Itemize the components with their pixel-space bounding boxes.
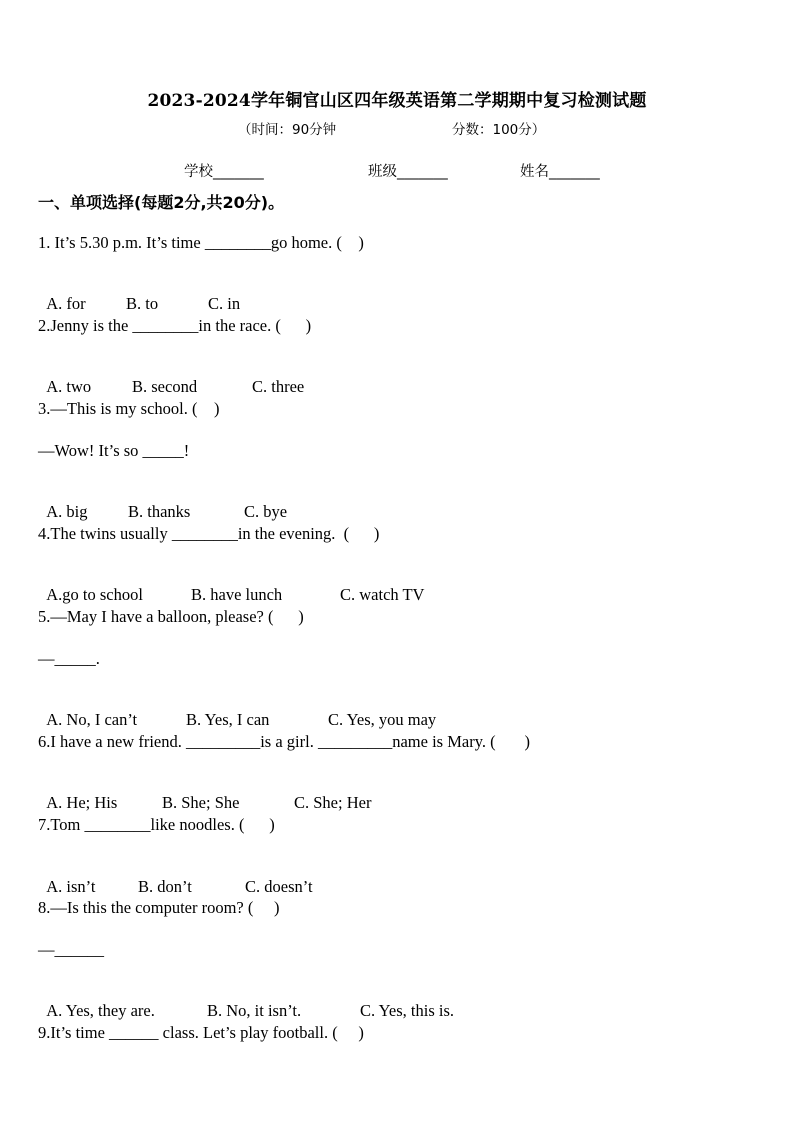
option-c[interactable]: C. She; Her [294, 793, 372, 812]
exam-time: （时间：90分钟 [238, 122, 337, 138]
page-title: 2023-2024学年铜官山区四年级英语第二学期期中复习检测试题 [147, 91, 647, 111]
option-a[interactable]: A. two [46, 377, 92, 396]
options-8 [38, 981, 454, 1021]
option-a[interactable]: A. He; His [46, 793, 118, 812]
option-c[interactable]: C. watch TV [340, 585, 425, 604]
option-c[interactable]: C. Yes, you may [328, 710, 437, 729]
option-c[interactable]: C. in [208, 294, 241, 313]
class-field[interactable]: 班级_______ [368, 164, 448, 180]
option-a[interactable]: A. Yes, they are. [46, 1001, 155, 1020]
question-5-reply: —_____. [38, 649, 100, 668]
option-a[interactable]: A. No, I can’t [46, 710, 138, 729]
options-5 [38, 690, 437, 730]
option-a[interactable]: A. big [46, 502, 88, 521]
question-1: 1. It’s 5.30 p.m. It’s time ________go home. ( ) [38, 233, 364, 252]
option-b[interactable]: B. thanks [128, 502, 191, 521]
option-c[interactable]: C. doesn’t [245, 877, 313, 896]
option-b[interactable]: B. No, it isn’t. [207, 1001, 302, 1020]
option-b[interactable]: B. She; She [162, 793, 240, 812]
options-6 [38, 773, 372, 813]
question-8: 8.—Is this the computer room? ( ) [38, 898, 280, 917]
section-heading: 一、单项选择(每题2分,共20分)。 [38, 193, 285, 212]
question-2: 2.Jenny is the ________in the race. ( ) [38, 316, 312, 335]
option-a[interactable]: A. for [46, 294, 86, 313]
question-8-reply: —______ [38, 940, 104, 959]
option-b[interactable]: B. don’t [138, 877, 192, 896]
options-7 [38, 857, 313, 897]
question-7: 7.Tom ________like noodles. ( ) [38, 815, 275, 834]
options-3 [38, 482, 288, 522]
option-c[interactable]: C. bye [244, 502, 288, 521]
question-4: 4.The twins usually ________in the evening. ( ) [38, 524, 380, 543]
option-b[interactable]: B. Yes, I can [186, 710, 270, 729]
option-b[interactable]: B. have lunch [191, 585, 283, 604]
option-b[interactable]: B. second [132, 377, 198, 396]
options-1 [38, 274, 241, 314]
option-b[interactable]: B. to [126, 294, 159, 313]
name-field[interactable]: 姓名_______ [520, 164, 600, 180]
question-3: 3.—This is my school. ( ) [38, 399, 220, 418]
option-c[interactable]: C. three [252, 377, 305, 396]
options-4 [38, 565, 425, 605]
question-6: 6.I have a new friend. _________is a girl. _________name is Mary. ( ) [38, 732, 530, 751]
options-2 [38, 357, 305, 397]
option-c[interactable]: C. Yes, this is. [360, 1001, 454, 1020]
option-a[interactable]: A.go to school [46, 585, 143, 604]
option-a[interactable]: A. isn’t [46, 877, 96, 896]
school-field[interactable]: 学校_______ [184, 164, 264, 180]
question-5: 5.—May I have a balloon, please? ( ) [38, 607, 304, 626]
question-3-reply: —Wow! It’s so _____! [38, 441, 190, 460]
question-9: 9.It’s time ______ class. Let’s play football. ( ) [38, 1023, 364, 1042]
exam-score: 分数：100分） [452, 122, 546, 138]
